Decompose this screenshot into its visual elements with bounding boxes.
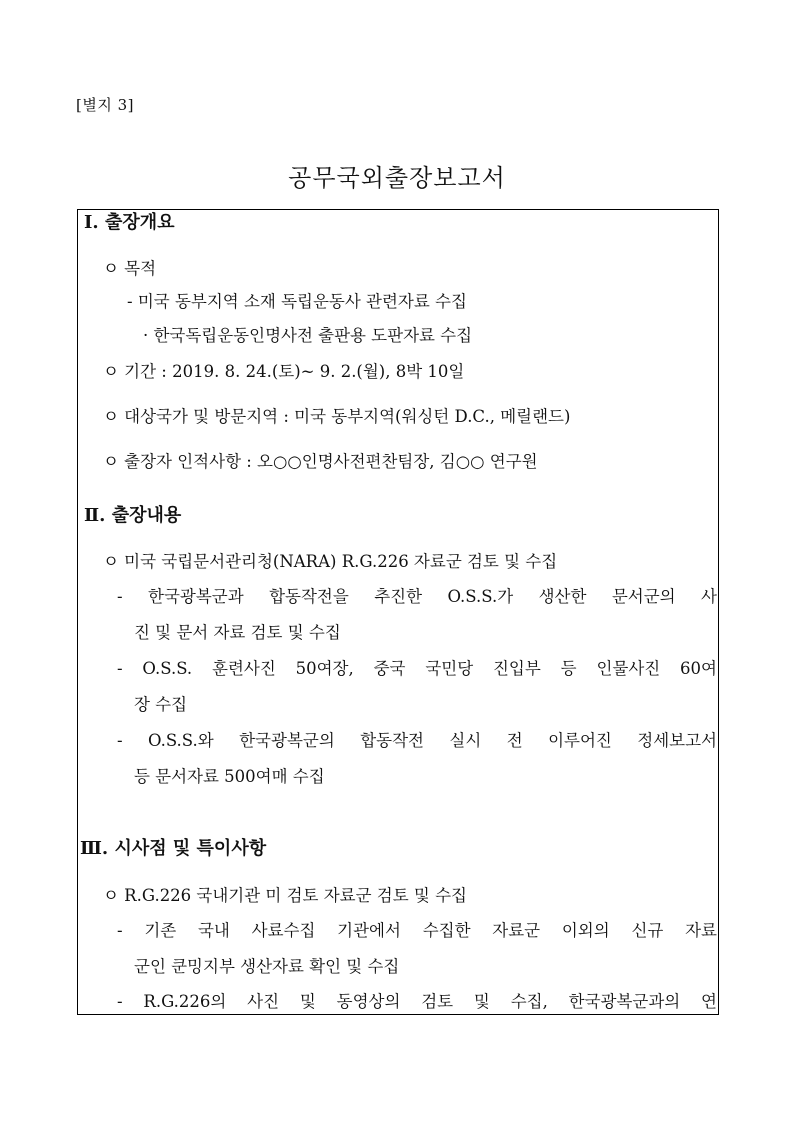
attachment-label: [별지 3] <box>76 96 134 114</box>
section2-item2-line2: 장 수집 <box>134 695 188 714</box>
section2-item2-line1: - O.S.S. 훈련사진 50여장, 중국 국민당 진입부 등 인물사진 60여 <box>117 659 717 678</box>
section2-heading: Ⅱ. 출장내용 <box>84 505 182 526</box>
page-title: 공무국외출장보고서 <box>288 164 506 192</box>
section2-item3-line2: 등 문서자료 500여매 수집 <box>134 767 325 786</box>
section3-heading: Ⅲ. 시사점 및 특이사항 <box>80 838 267 859</box>
section3-item1-line1: - 기존 국내 사료수집 기관에서 수집한 자료군 이외의 신규 자료 <box>117 921 717 940</box>
purpose-label: ㅇ 목적 <box>103 259 157 278</box>
section1-heading: Ⅰ. 출장개요 <box>84 212 175 233</box>
section2-item1-line2: 진 및 문서 자료 검토 및 수집 <box>134 623 341 642</box>
section3-main: ㅇ R.G.226 국내기관 미 검토 자료군 검토 및 수집 <box>103 886 467 905</box>
section2-item3-line1: - O.S.S.와 한국광복군의 합동작전 실시 전 이루어진 정세보고서 <box>117 731 717 750</box>
section3-item2-line1: - R.G.226의 사진 및 동영상의 검토 및 수집, 한국광복군과의 연 <box>117 992 717 1011</box>
purpose-item: - 미국 동부지역 소재 독립운동사 관련자료 수집 <box>127 292 467 311</box>
destination-text: ㅇ 대상국가 및 방문지역 : 미국 동부지역(워싱턴 D.C., 메릴랜드) <box>103 407 571 426</box>
purpose-subitem: · 한국독립운동인명사전 출판용 도판자료 수집 <box>143 326 473 345</box>
section2-item1-line1: - 한국광복군과 합동작전을 추진한 O.S.S.가 생산한 문서군의 사 <box>117 587 717 606</box>
section3-item1-line2: 군인 쿤밍지부 생산자료 확인 및 수집 <box>134 957 400 976</box>
section2-main: ㅇ 미국 국립문서관리청(NARA) R.G.226 자료군 검토 및 수집 <box>103 552 558 571</box>
period-text: ㅇ 기간 : 2019. 8. 24.(토)~ 9. 2.(월), 8박 10일 <box>103 362 465 381</box>
travelers-text: ㅇ 출장자 인적사항 : 오○○인명사전편찬팀장, 김○○ 연구원 <box>103 452 538 471</box>
